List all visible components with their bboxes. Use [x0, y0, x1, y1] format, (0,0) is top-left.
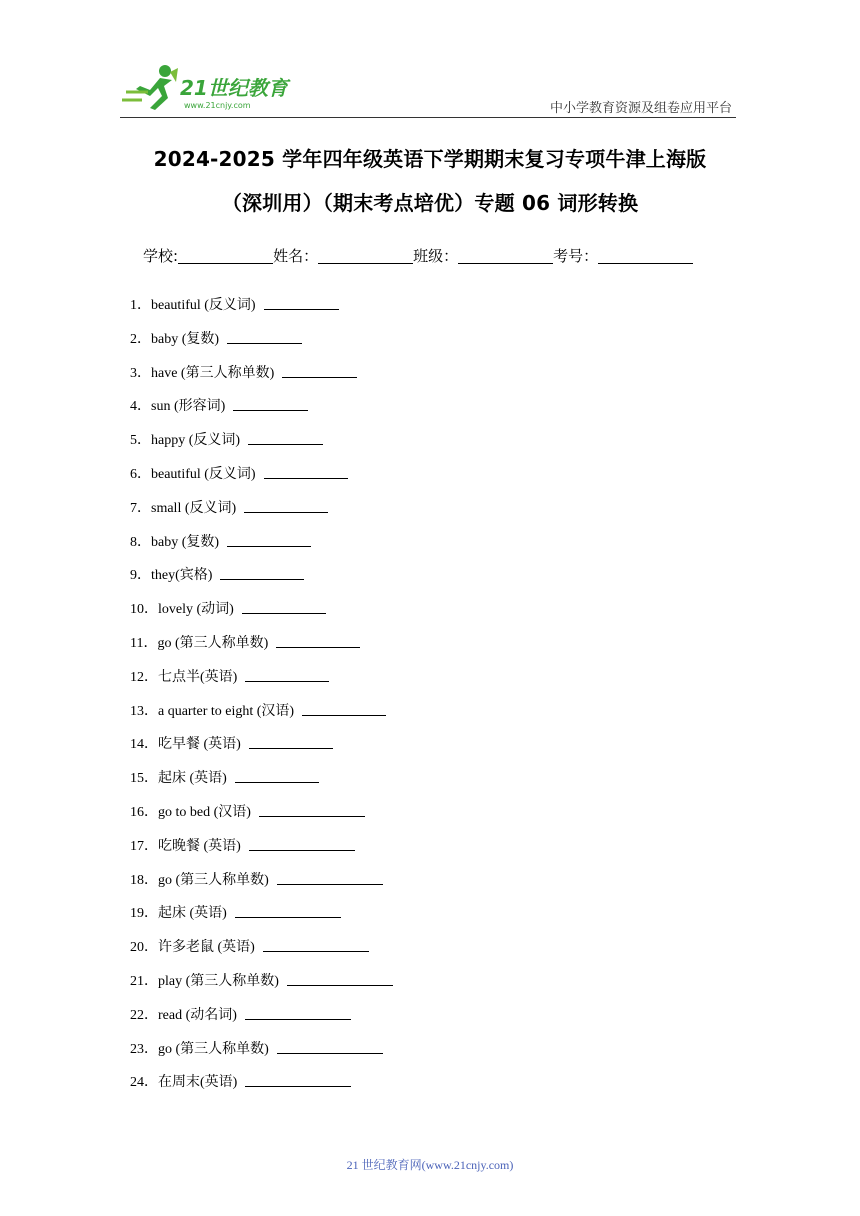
answer-blank[interactable]	[244, 498, 328, 513]
question-text: baby (复数)	[151, 331, 220, 347]
question-text: play (第三人称单数)	[158, 973, 279, 989]
question-item	[130, 768, 393, 802]
question-text: they(宾格)	[151, 568, 213, 584]
question-item	[130, 329, 393, 363]
question-number: 2．	[130, 331, 151, 347]
question-text: beautiful (反义词)	[151, 298, 256, 313]
question-item	[130, 396, 393, 430]
question-number: 6．	[130, 466, 151, 482]
question-text: go (第三人称单数)	[158, 1041, 269, 1057]
question-item	[130, 363, 393, 397]
question-item	[130, 1005, 393, 1039]
answer-blank[interactable]	[263, 937, 369, 952]
question-item	[130, 701, 393, 735]
question-number: 12．	[130, 669, 158, 685]
question-number: 8．	[130, 534, 151, 550]
answer-blank[interactable]	[227, 532, 311, 547]
question-number: 14．	[130, 737, 158, 753]
question-text: 许多老鼠 (英语)	[158, 940, 255, 956]
question-item	[130, 667, 393, 701]
question-number: 23．	[130, 1041, 158, 1057]
answer-blank[interactable]	[249, 734, 333, 749]
question-text: 起床 (英语)	[158, 771, 227, 787]
question-item	[130, 802, 393, 836]
question-item	[130, 937, 393, 971]
question-item	[130, 870, 393, 904]
page-title-line-1: 2024-2025 学年四年级英语下学期期末复习专项牛津上海版	[153, 147, 707, 171]
question-item	[130, 498, 393, 532]
question-number: 1．	[130, 298, 151, 313]
question-text: 在周末(英语)	[158, 1075, 238, 1091]
question-text: sun (形容词)	[151, 399, 226, 415]
school-label: 学校:	[143, 247, 179, 265]
answer-blank[interactable]	[302, 701, 386, 716]
answer-blank[interactable]	[259, 802, 365, 817]
question-item	[130, 971, 393, 1005]
answer-blank[interactable]	[276, 633, 360, 648]
question-number: 15．	[130, 771, 158, 787]
header-divider	[120, 117, 736, 118]
question-text: baby (复数)	[151, 534, 220, 550]
question-text: small (反义词)	[151, 500, 237, 516]
answer-blank[interactable]	[233, 396, 308, 411]
question-item	[130, 734, 393, 768]
name-label: 姓名：	[273, 247, 319, 265]
answer-blank[interactable]	[235, 903, 341, 918]
class-field[interactable]	[458, 247, 553, 264]
question-text: 起床 (英语)	[158, 906, 227, 922]
class-label: 班级：	[413, 247, 459, 265]
question-number: 7．	[130, 500, 151, 516]
answer-blank[interactable]	[242, 599, 326, 614]
question-text: have (第三人称单数)	[151, 365, 275, 381]
name-field[interactable]	[318, 247, 413, 264]
question-number: 3．	[130, 365, 151, 381]
question-number: 17．	[130, 838, 158, 854]
question-item	[130, 599, 393, 633]
question-text: 七点半(英语)	[158, 669, 238, 685]
question-item	[130, 430, 393, 464]
answer-blank[interactable]	[277, 1039, 383, 1054]
question-text: go (第三人称单数)	[157, 635, 269, 651]
answer-blank[interactable]	[282, 363, 357, 378]
question-item	[130, 1072, 393, 1106]
page-title-line-2: （深圳用）（期末考点培优）专题 06 词形转换	[221, 191, 639, 215]
answer-blank[interactable]	[220, 565, 304, 580]
school-field[interactable]	[178, 247, 273, 264]
question-item	[130, 1039, 393, 1073]
question-number: 9．	[130, 568, 151, 584]
logo	[120, 62, 295, 114]
answer-blank[interactable]	[227, 329, 302, 344]
question-number: 16．	[130, 804, 158, 820]
question-number: 18．	[130, 872, 158, 888]
student-info-row	[143, 245, 693, 266]
answer-blank[interactable]	[235, 768, 319, 783]
answer-blank[interactable]	[287, 971, 393, 986]
question-number: 21．	[130, 973, 158, 989]
question-number: 13．	[130, 703, 158, 719]
answer-blank[interactable]	[264, 464, 348, 479]
answer-blank[interactable]	[249, 836, 355, 851]
question-list	[130, 295, 393, 1106]
question-text: go (第三人称单数)	[158, 872, 269, 888]
answer-blank[interactable]	[245, 667, 329, 682]
answer-blank[interactable]	[245, 1005, 351, 1020]
question-item	[130, 633, 393, 667]
answer-blank[interactable]	[245, 1072, 351, 1087]
question-item	[130, 565, 393, 599]
question-number: 4．	[130, 399, 151, 415]
question-number: 11．	[130, 635, 158, 651]
question-text: 吃早餐 (英语)	[158, 737, 241, 753]
question-text: beautiful (反义词)	[151, 466, 256, 482]
page-header	[120, 62, 736, 124]
question-number: 20．	[130, 940, 158, 956]
question-number: 5．	[130, 433, 151, 449]
logo-text: 21世纪教育	[180, 76, 288, 100]
question-item	[130, 464, 393, 498]
question-text: lovely (动词)	[158, 602, 234, 618]
question-number: 24．	[130, 1075, 158, 1091]
answer-blank[interactable]	[277, 870, 383, 885]
question-item	[130, 836, 393, 870]
question-number: 10．	[130, 602, 158, 618]
logo-url: www.21cnjy.com	[184, 101, 251, 110]
question-number: 22．	[130, 1007, 158, 1023]
question-item	[130, 532, 393, 566]
exam-number-field[interactable]	[598, 247, 693, 264]
question-text: a quarter to eight (汉语)	[158, 703, 295, 719]
question-item	[130, 903, 393, 937]
answer-blank[interactable]	[248, 430, 323, 445]
question-text: 吃晚餐 (英语)	[158, 838, 241, 854]
question-text: happy (反义词)	[151, 433, 241, 449]
exam-number-label: 考号：	[553, 247, 599, 265]
question-text: read (动名词)	[158, 1007, 237, 1023]
platform-text: 中小学教育资源及组卷应用平台	[549, 101, 732, 116]
question-text: go to bed (汉语)	[158, 804, 251, 820]
runner-icon	[122, 65, 178, 110]
page-footer[interactable]: 21 世纪教育网(www.21cnjy.com)	[346, 1158, 514, 1172]
question-item	[130, 295, 393, 329]
question-number: 19．	[130, 906, 158, 922]
answer-blank[interactable]	[264, 295, 339, 310]
